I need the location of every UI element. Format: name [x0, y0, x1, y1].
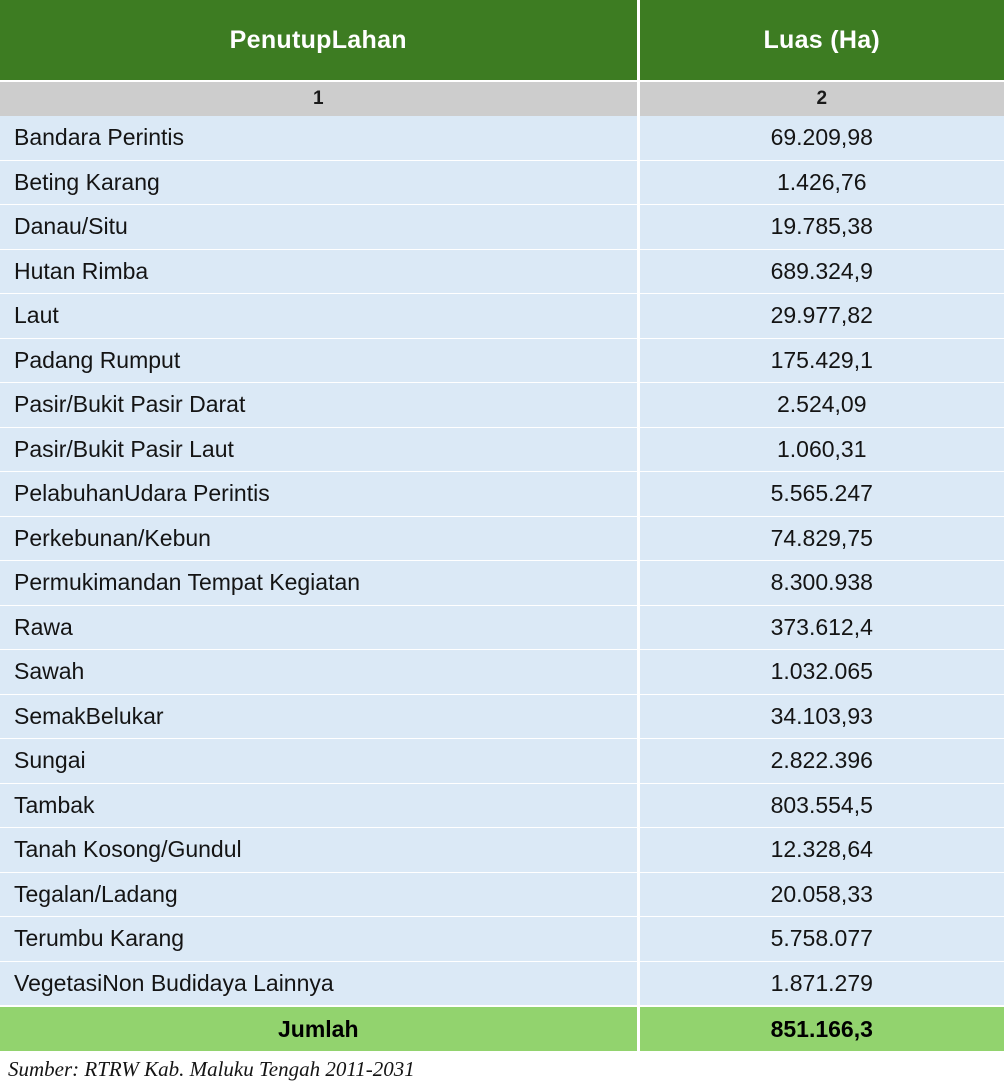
column-header-penutup-lahan: PenutupLahan [0, 0, 638, 81]
table-row [0, 783, 1004, 828]
land-cover-area: 1.060,31 [638, 427, 1004, 472]
land-cover-area: 1.426,76 [638, 160, 1004, 205]
total-label: Jumlah [0, 1006, 638, 1051]
land-cover-area: 2.822.396 [638, 739, 1004, 784]
land-cover-area: 689.324,9 [638, 249, 1004, 294]
column-number-1: 1 [0, 81, 638, 116]
header-row [0, 0, 1004, 81]
table-row [0, 427, 1004, 472]
land-cover-area: 34.103,93 [638, 694, 1004, 739]
land-cover-name: Sungai [0, 739, 638, 784]
table-header [0, 0, 1004, 116]
land-cover-name: Padang Rumput [0, 338, 638, 383]
land-cover-area: 29.977,82 [638, 294, 1004, 339]
table-row [0, 561, 1004, 606]
land-cover-name: Tanah Kosong/Gundul [0, 828, 638, 873]
land-cover-name: Pasir/Bukit Pasir Darat [0, 383, 638, 428]
land-cover-name: Pasir/Bukit Pasir Laut [0, 427, 638, 472]
total-value: 851.166,3 [638, 1006, 1004, 1051]
land-cover-name: Laut [0, 294, 638, 339]
land-cover-name: Hutan Rimba [0, 249, 638, 294]
land-cover-name: Beting Karang [0, 160, 638, 205]
land-cover-area: 2.524,09 [638, 383, 1004, 428]
land-cover-name: VegetasiNon Budidaya Lainnya [0, 961, 638, 1006]
table-row [0, 205, 1004, 250]
land-cover-area: 1.871.279 [638, 961, 1004, 1006]
land-cover-name: Tambak [0, 783, 638, 828]
table-row [0, 605, 1004, 650]
source-note: Sumber: RTRW Kab. Maluku Tengah 2011-2031 [8, 1057, 415, 1081]
land-cover-name: Danau/Situ [0, 205, 638, 250]
table-row [0, 160, 1004, 205]
table-row [0, 249, 1004, 294]
table-row [0, 472, 1004, 517]
table-row [0, 116, 1004, 160]
land-cover-area: 74.829,75 [638, 516, 1004, 561]
table-row [0, 739, 1004, 784]
table-row [0, 917, 1004, 962]
land-cover-area: 1.032.065 [638, 650, 1004, 695]
table-row [0, 872, 1004, 917]
land-cover-area: 8.300.938 [638, 561, 1004, 606]
land-cover-name: PelabuhanUdara Perintis [0, 472, 638, 517]
table-row [0, 338, 1004, 383]
land-cover-area: 12.328,64 [638, 828, 1004, 873]
land-cover-name: Sawah [0, 650, 638, 695]
table-row [0, 650, 1004, 695]
land-cover-name: Tegalan/Ladang [0, 872, 638, 917]
table-row [0, 383, 1004, 428]
land-cover-name: SemakBelukar [0, 694, 638, 739]
land-cover-name: Rawa [0, 605, 638, 650]
table-row [0, 961, 1004, 1006]
land-cover-area: 19.785,38 [638, 205, 1004, 250]
column-number-row [0, 81, 1004, 116]
table-body [0, 116, 1004, 1006]
land-cover-area: 803.554,5 [638, 783, 1004, 828]
table-row [0, 294, 1004, 339]
land-cover-name: Bandara Perintis [0, 116, 638, 160]
land-cover-area: 20.058,33 [638, 872, 1004, 917]
land-cover-area: 5.565.247 [638, 472, 1004, 517]
land-cover-area: 5.758.077 [638, 917, 1004, 962]
table-row [0, 828, 1004, 873]
table-row [0, 516, 1004, 561]
column-header-luas: Luas (Ha) [638, 0, 1004, 81]
land-cover-area: 373.612,4 [638, 605, 1004, 650]
land-cover-name: Terumbu Karang [0, 917, 638, 962]
land-cover-name: Permukimandan Tempat Kegiatan [0, 561, 638, 606]
table-row [0, 694, 1004, 739]
land-cover-name: Perkebunan/Kebun [0, 516, 638, 561]
column-number-2: 2 [638, 81, 1004, 116]
land-cover-area: 175.429,1 [638, 338, 1004, 383]
land-cover-area: 69.209,98 [638, 116, 1004, 160]
